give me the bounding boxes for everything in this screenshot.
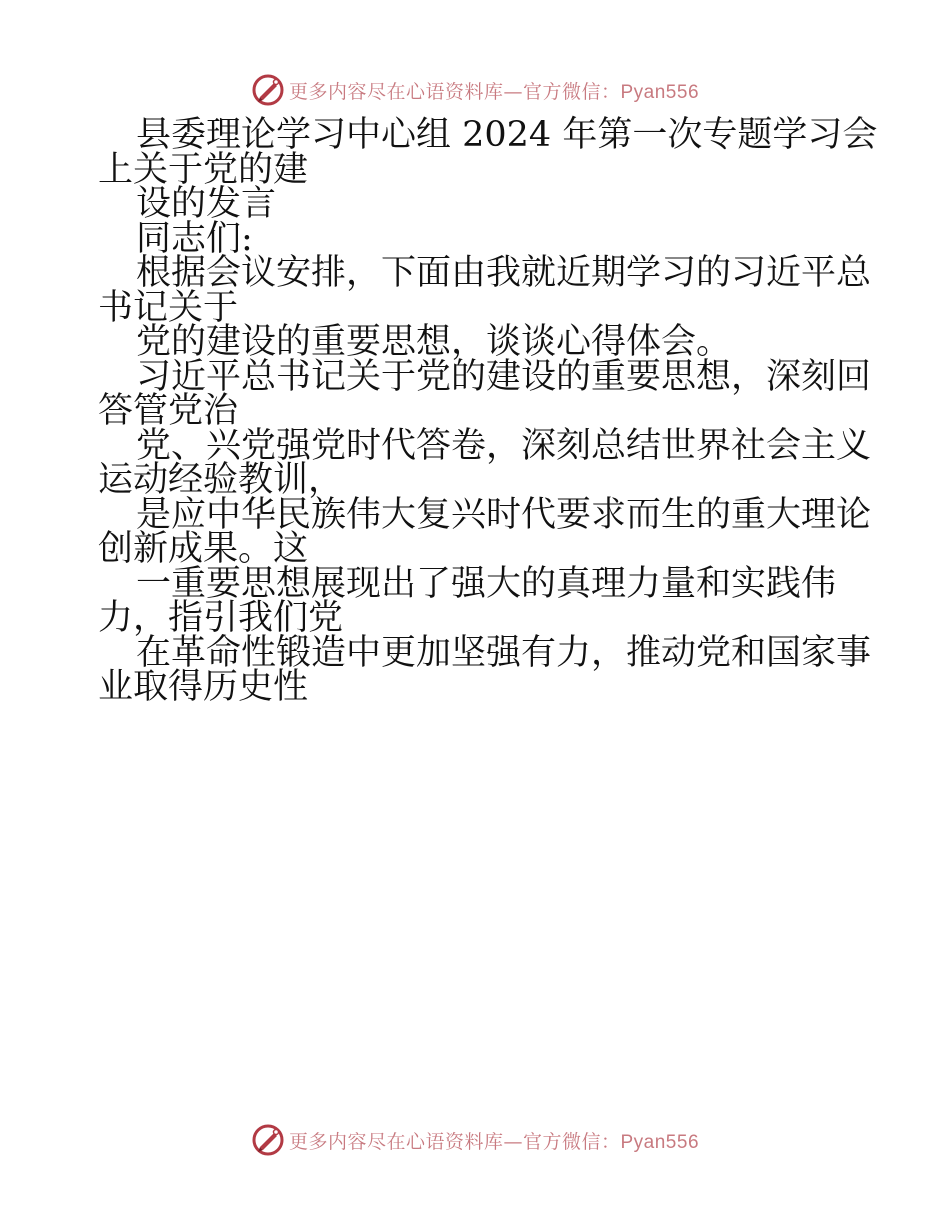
- text-line: 力，指引我们党: [98, 598, 344, 638]
- watermark-text: 更多内容尽在心语资料库—官方微信：Pyan556: [288, 1130, 700, 1153]
- text-line: 运动经验教训，: [98, 460, 344, 500]
- wechat-id: Pyan556: [620, 1131, 700, 1153]
- watermark-header: [0, 70, 950, 110]
- text-line: 根据会议安排，下面由我就近期学习的习近平总: [136, 253, 872, 293]
- text-line: 党的建设的重要思想，谈谈心得体会。: [136, 322, 732, 362]
- text-line: 党、兴党强党时代答卷，深刻总结世界社会主义: [136, 425, 872, 466]
- pen-logo-icon: [251, 1123, 285, 1157]
- text-line: 习近平总书记关于党的建设的重要思想，深刻回: [136, 356, 872, 397]
- text-line: 一重要思想展现出了强大的真理力量和实践伟: [136, 563, 837, 604]
- pen-logo-icon: [251, 73, 285, 107]
- text-line: 上关于党的建: [98, 149, 309, 190]
- text-line: 县委理论学习中心组 2024 年第一次专题学习会: [136, 115, 878, 155]
- text-line: 书记关于: [98, 287, 239, 328]
- watermark-text: 更多内容尽在心语资料库—官方微信：Pyan556: [288, 80, 700, 103]
- text-line: 是应中华民族伟大复兴时代要求而生的重大理论: [136, 494, 872, 535]
- text-line: 答管党治: [98, 391, 239, 431]
- text-line: 创新成果。这: [98, 529, 309, 569]
- text-line: 业取得历史性: [98, 667, 309, 707]
- text-line: 在革命性锻造中更加坚强有力，推动党和国家事: [136, 632, 872, 673]
- document-body: [98, 115, 878, 707]
- watermark-footer: [0, 1120, 950, 1160]
- text-line: 设的发言: [136, 184, 277, 224]
- text-line: 同志们:: [136, 218, 253, 259]
- wechat-id: Pyan556: [620, 81, 700, 103]
